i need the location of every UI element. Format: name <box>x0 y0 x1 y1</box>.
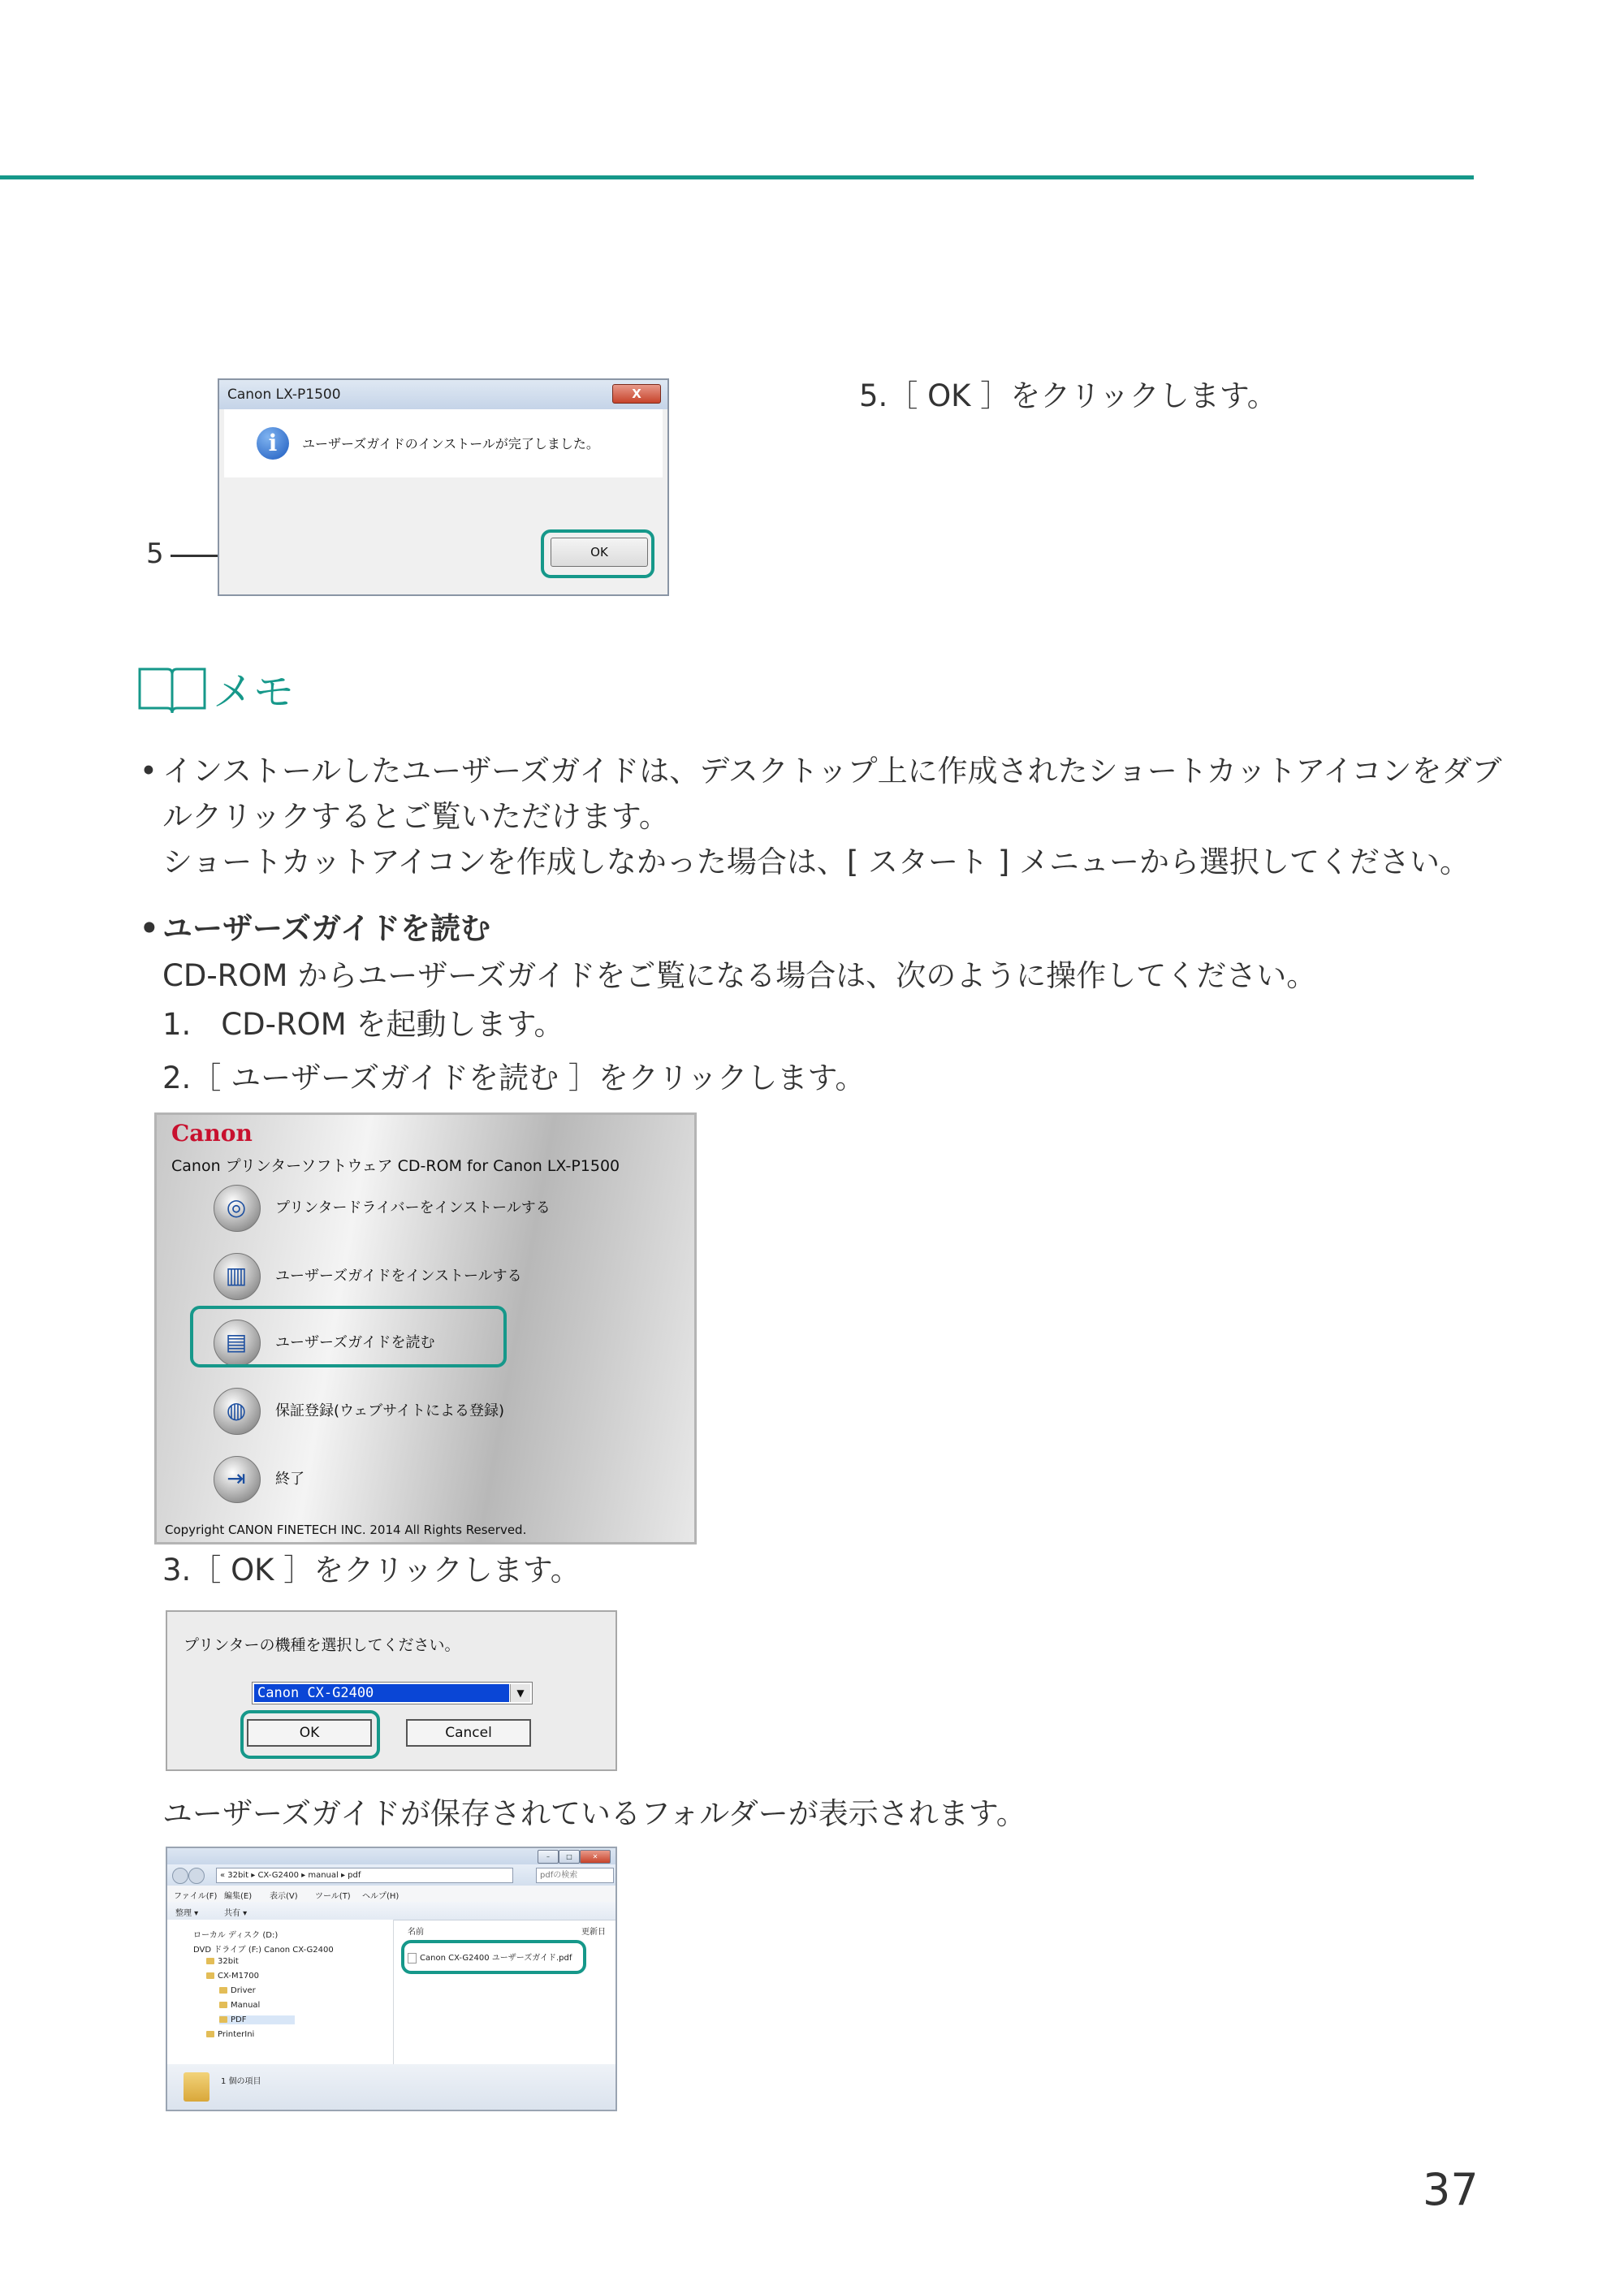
read-guide-highlight <box>190 1306 507 1367</box>
step3-text: 3.［ OK ］をクリックします。 <box>162 1553 581 1588</box>
minimize-icon[interactable]: – <box>538 1850 559 1864</box>
menu-item-install-guide[interactable] <box>214 1250 522 1302</box>
step5-text: 5.［ OK ］をクリックします。 <box>859 378 1277 413</box>
globe-glyph: ◍ <box>226 1397 247 1423</box>
step2-text: 2.［ ユーザーズガイドを読む ］をクリックします。 <box>162 1061 866 1095</box>
nav-item[interactable]: CX-M1700 <box>206 1972 259 1981</box>
printer-model-value: Canon CX-G2400 <box>254 1684 509 1702</box>
forward-icon[interactable] <box>188 1868 205 1884</box>
ok-button[interactable]: OK <box>551 538 648 567</box>
explorer-toolbar <box>167 1902 615 1920</box>
back-icon[interactable] <box>172 1868 188 1884</box>
step1-text: 1. CD-ROM を起動します。 <box>162 1007 564 1042</box>
menu-file[interactable]: ファイル(F) <box>174 1892 218 1901</box>
bullet-dot: • <box>140 911 159 946</box>
item-count: 1 個の項目 <box>221 2077 261 2086</box>
breadcrumb[interactable]: « 32bit ▸ CX-G2400 ▸ manual ▸ pdf <box>216 1868 513 1883</box>
book-icon <box>136 664 208 716</box>
callout-number: 5 <box>146 538 164 570</box>
printer-model-select[interactable] <box>252 1682 533 1704</box>
menu-view[interactable]: 表示(V) <box>270 1892 298 1901</box>
close-icon[interactable]: ✕ <box>580 1850 611 1864</box>
explorer-titlebar <box>167 1848 615 1864</box>
memo-bullet1-line2: ルクリックするとご覧いただけます。 <box>162 799 669 834</box>
menu-item-label: 保証登録(ウェブサイトによる登録) <box>275 1402 505 1419</box>
cd-glyph: ◎ <box>226 1194 247 1220</box>
book-glyph: ▤ <box>225 1328 248 1355</box>
printer-select-label: プリンターの機種を選択してください。 <box>184 1636 460 1654</box>
dialog-title: Canon LX-P1500 <box>227 387 341 403</box>
nav-item[interactable]: ローカル ディスク (D:) <box>193 1931 279 1940</box>
maximize-icon[interactable]: □ <box>559 1850 580 1864</box>
column-name[interactable]: 名前 <box>408 1928 424 1937</box>
exit-glyph: ⇥ <box>227 1465 246 1492</box>
info-icon: i <box>257 427 289 460</box>
nav-item[interactable]: 32bit <box>206 1957 239 1966</box>
dialog-titlebar <box>219 380 667 409</box>
menu-edit[interactable]: 編集(E) <box>224 1892 253 1901</box>
menu-help[interactable]: ヘルプ(H) <box>362 1892 400 1901</box>
menu-item-label: 終了 <box>275 1471 304 1488</box>
menu-item-install-driver[interactable] <box>214 1182 551 1233</box>
memo-bullet1-line3: ショートカットアイコンを作成しなかった場合は、[ スタート ] メニューから選択してください。 <box>162 845 1471 879</box>
organize-button[interactable]: 整理 ▾ <box>175 1909 199 1918</box>
file-highlight <box>401 1940 586 1974</box>
explorer-menubar <box>167 1886 615 1902</box>
column-date[interactable]: 更新日 <box>581 1928 606 1937</box>
close-button[interactable]: X <box>612 384 661 404</box>
menu-tools[interactable]: ツール(T) <box>315 1892 351 1901</box>
chevron-down-icon[interactable]: ▼ <box>510 1684 530 1702</box>
menu-item-warranty[interactable] <box>214 1385 506 1436</box>
ok-button[interactable]: OK <box>247 1719 372 1747</box>
ok-highlight <box>541 529 654 578</box>
search-input[interactable]: pdfの検索 <box>536 1868 614 1883</box>
printer-select-dialog <box>166 1610 617 1771</box>
status-bar <box>167 2064 615 2110</box>
top-rule <box>0 175 1474 179</box>
menu-item-label: ユーザーズガイドを読む <box>275 1334 435 1351</box>
nav-item[interactable]: Driver <box>219 1986 256 1995</box>
nav-item[interactable]: Manual <box>219 2001 260 2010</box>
page-number: 37 <box>1423 2164 1479 2215</box>
memo-bullet1-line1: インストールしたユーザーズガイドは、デスクトップ上に作成されたショートカットアイコンをダブ <box>162 754 1502 788</box>
memo-bullet2-heading: ユーザーズガイドを読む <box>162 911 491 946</box>
explorer-addressbar <box>167 1864 615 1886</box>
nav-item[interactable]: DVD ドライブ (F:) Canon CX-G2400 <box>193 1946 334 1955</box>
dialog-body <box>224 409 663 477</box>
result-text: ユーザーズガイドが保存されているフォルダーが表示されます。 <box>162 1796 1026 1831</box>
bullet-dot: • <box>140 754 158 788</box>
menu-item-exit[interactable] <box>214 1453 506 1505</box>
cancel-button[interactable]: Cancel <box>406 1719 531 1747</box>
file-item[interactable]: Canon CX-G2400 ユーザーズガイド.pdf <box>408 1951 572 1964</box>
folder-icon <box>184 2072 209 2102</box>
cdrom-menu-title: Canon プリンターソフトウェア CD-ROM for Canon LX-P1500 <box>171 1157 620 1175</box>
copyright: Copyright CANON FINETECH INC. 2014 All Rights Reserved. <box>165 1523 527 1537</box>
menu-item-label: プリンタードライバーをインストールする <box>275 1199 551 1216</box>
memo-bullet2-intro: CD-ROM からユーザーズガイドをご覧になる場合は、次のように操作してください。 <box>162 958 1317 993</box>
menu-item-label: ユーザーズガイドをインストールする <box>275 1268 522 1285</box>
navigation-pane <box>167 1920 394 2064</box>
book-glyph: ▥ <box>225 1262 248 1289</box>
memo-title: メモ <box>213 668 294 715</box>
dialog-message: ユーザーズガイドのインストールが完了しました。 <box>302 436 599 451</box>
window-buttons <box>538 1850 611 1862</box>
canon-logo: Canon <box>171 1120 253 1147</box>
nav-item[interactable]: PrinterIni <box>206 2030 254 2039</box>
ok-highlight <box>240 1710 380 1759</box>
nav-item-selected[interactable]: PDF <box>219 2015 295 2024</box>
share-button[interactable]: 共有 ▾ <box>224 1909 248 1918</box>
explorer-window <box>166 1847 617 2111</box>
